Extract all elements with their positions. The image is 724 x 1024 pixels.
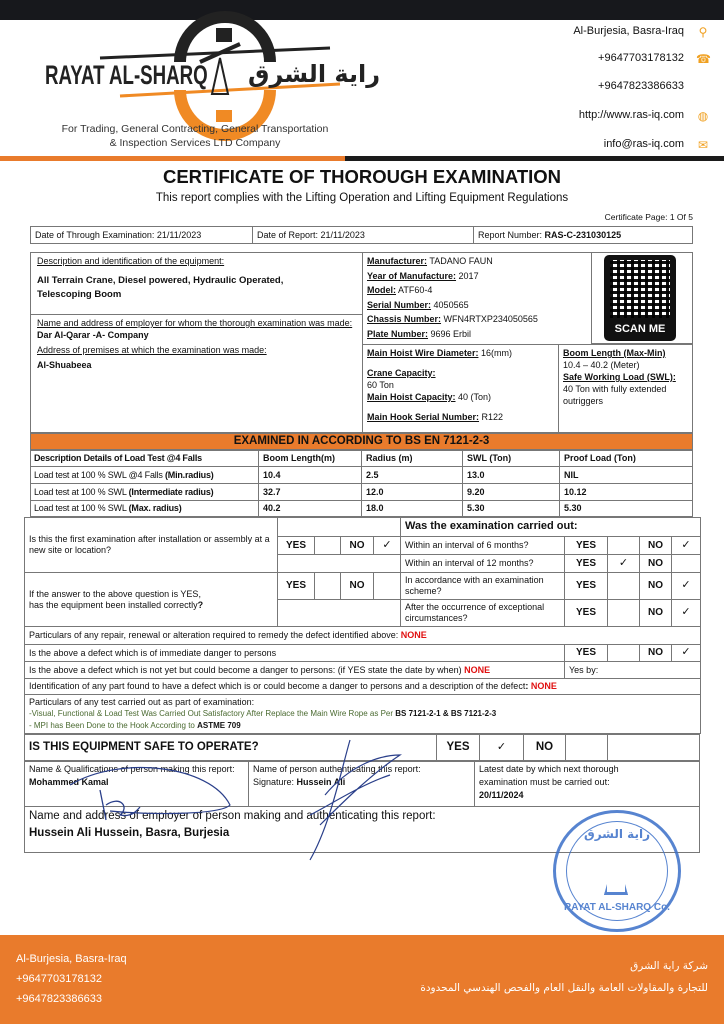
carried-out-heading: Was the examination carried out: [401,518,701,537]
logo-text-ar: راية الشرق [248,60,381,88]
question-installed-correctly: If the answer to the above question is YES, has the equipment been installed correctly? [25,573,278,627]
test-particulars: Particulars of any test carried out as part of examination: -Visual, Functional & Load Test Was Carried Out Satisfactory After Replace the Main Wire Rope as Per BS 7121-2-1 & BS 7121-2-3 - MPI has Been Done to the Hook According to ASTME 709 [25,695,701,734]
employer-info [31,315,363,433]
no-checkbox[interactable]: ✓ [672,645,701,662]
table-row: Load test at 100 % SWL (Intermediate radius) 32.7 12.0 9.20 10.12 [31,484,693,501]
company-logo [40,22,381,152]
globe-icon: ◍ [697,109,709,123]
desc-value: All Terrain Crane, Diesel powered, Hydraulic Operated, Telescoping Boom [37,275,284,300]
interval-6-months: Within an interval of 6 months? [401,537,565,555]
yes-label: YES [278,537,315,555]
no-checkbox[interactable]: ✓ [672,600,701,627]
table-row: Load test at 100 % SWL (Max. radius) 40.2 18.0 5.30 5.30 [31,501,693,517]
maker-signature [70,768,230,814]
report-maker: Name & Qualifications of person making this report: Mohammed Kamal [25,762,249,807]
no-label: NO [341,537,374,555]
signature-graphics [40,735,460,865]
certificate-subtitle: This report complies with the Lifting Operation and Lifting Equipment Regulations [155,192,569,204]
yes-checkbox[interactable] [608,600,640,627]
question-first-exam: Is this the first examination after installation or assembly at a new site or location? [25,518,278,573]
no-checkbox[interactable]: ✓ [672,573,701,600]
contact-phone: +9647703178132 [598,52,684,64]
stamp-text-en: RAYAT AL-SHARQ Co. [564,902,670,913]
hoist-specs: Main Hoist Wire Diameter: 16(mm) Crane Capacity: 60 Ton Main Hoist Capacity: 40 (Ton) Main Hook Serial Number: R122 [363,344,559,433]
contact-phone-2: +9647823386633 [598,80,684,92]
premises-value: Al-Shuabeea [37,360,92,370]
desc-label: Description and identification of the equipment: [37,256,225,266]
yes-checkbox[interactable] [608,645,640,662]
logo-gear-graphic [40,22,381,122]
exam-date: Date of Through Examination: 21/11/2023 [31,227,253,244]
report-authenticator: Name of person authenticating this report: Signature: Hussein Ali [249,762,475,807]
qr-cell [591,253,693,344]
report-number: Report Number: RAS-C-231030125 [474,227,693,244]
logo-tagline: & Inspection Services LTD Company [109,137,281,149]
safe-question: IS THIS EQUIPMENT SAFE TO OPERATE? [25,735,437,761]
footer-address: Al-Burjesia, Basra-Iraq [16,953,127,965]
equipment-description [31,253,363,315]
yes-checkbox[interactable] [608,537,640,555]
certificate-page: Certificate Page: 1 Of 5 [604,212,693,222]
repair-particulars: Particulars of any repair, renewal or alteration required to remedy the defect identified above: NONE [25,627,701,645]
equipment-specs: Manufacturer: TADANO FAUN Year of Manufacture: 2017 Model: ATF60-4 Serial Number: 4050565 Chassis Number: WFN4RTXP234050565 Plate Number: 9696 Erbil [367,256,538,339]
logo-tagline: For Trading, General Contracting, General Transportation [61,123,329,135]
qr-code[interactable] [604,255,676,341]
no-checkbox[interactable] [374,573,401,600]
contact-email[interactable]: info@ras-iq.com [603,138,684,150]
immediate-danger: Is the above a defect which is of immediate danger to persons [25,645,565,662]
contact-address: Al-Burjesia, Basra-Iraq [573,25,684,37]
qr-icon [610,260,670,318]
load-test-table [30,450,693,517]
no-checkbox[interactable]: ✓ [374,537,401,555]
future-danger: Is the above a defect which is not yet but could become a danger to persons: (if YES state the date by when) NONE [25,662,565,679]
table-row: Load test at 100 % SWL @4 Falls (Min.radius) 10.4 2.5 13.0 NIL [31,467,693,484]
no-checkbox[interactable] [672,555,701,573]
certificate-title: CERTIFICATE OF THOROUGH EXAMINATION [162,166,562,187]
yes-checkbox[interactable]: ✓ [480,735,524,761]
no-checkbox[interactable] [566,735,608,761]
employer-value: Dar Al-Qarar -A- Company [37,330,149,340]
employer-of-reporter: Name and address of employer of person making and authenticating this report: Hussein Ali Hussein, Basra, Burjesia راية الشرق RAYAT AL-SHARQ Co. [25,807,700,853]
phone-icon: ☎ [696,52,711,66]
header-divider-orange [0,156,345,161]
contact-website[interactable]: http://www.ras-iq.com [578,109,684,121]
logo-text-en: RAYAT AL-SHARQ [45,59,208,90]
authenticator-signature [310,740,400,860]
footer-phone: +9647703178132 [16,973,102,985]
email-icon: ✉ [697,138,709,152]
report-date: Date of Report: 21/11/2023 [253,227,474,244]
location-pin-icon: ⚲ [698,25,708,39]
next-examination-date: Latest date by which next thorough examination must be carried out: 20/11/2024 [475,762,700,807]
footer-phone-2: +9647823386633 [16,993,102,1005]
footer-company-ar: شركة راية الشرق [630,960,708,972]
yes-by: Yes by: [565,662,701,679]
dates-table [30,226,693,244]
interval-12-months: Within an interval of 12 months? [401,555,565,573]
company-stamp [553,810,681,932]
no-checkbox[interactable]: ✓ [672,537,701,555]
exceptional-circumstances: After the occurrence of exceptional circumstances? [401,600,565,627]
no-label: NO [524,735,566,761]
boom-specs: Boom Length (Max-Min) 10.4 – 40.2 (Meter) Safe Working Load (SWL): 40 Ton with fully extended outriggers [558,344,693,433]
header-divider-black [345,156,724,161]
yes-checkbox[interactable] [608,573,640,600]
examination-questions-table: Is this the first examination after installation or assembly at a new site or location? Was the examination carried out: YES NO ✓ Within an interval of 6 months? YES NO ✓ Within an interval of 12 months? YES ✓ NO If the answer to the above question is YES, has the equipment been installed correctly? YES NO In accordance with an examination scheme? YES NO ✓ After the occurrence of exceptional circumstances? YES NO ✓ Particulars of any repair, renewal or alteration required to remedy the defect identified above: NONE Is the above a defect which is of immediate danger to persons YES NO ✓ Is the above a defect which is not yet but could become a danger to persons: (if YES state the date by when) NONE Yes by: Identification of any part found to have a defect which is or could become a danger to persons and a description of the defect: NONE Particulars of any test carried out as part of examination: -Visual, Functional & Load Test Was Carried Out Satisfactory After Replace the Main Wire Rope as Per BS 7121-2-1 & BS 7121-2-3 - MPI has Been Done to the Hook According to ASTME 709 [24,517,701,734]
load-test-banner: EXAMINED IN ACCORDING TO BS EN 7121-2-3 [30,433,693,450]
scan-me-label: SCAN ME [614,323,666,335]
equipment-block [30,252,693,433]
yes-checkbox[interactable] [315,573,341,600]
top-bar [0,0,724,20]
examination-scheme: In accordance with an examination scheme? [401,573,565,600]
load-test-header: Description Details of Load Test @4 Falls Boom Length(m) Radius (m) SWL (Ton) Proof Load (Ton) [31,451,693,467]
stamp-text-ar: راية الشرق [583,827,650,841]
premises-label: Address of premises at which the examination was made: [37,345,267,355]
footer [0,935,724,1024]
employer-label: Name and address of employer for whom the thorough examination was made: [37,318,353,328]
defect-identification: Identification of any part found to have a defect which is or could become a danger to persons and a description of the defect: NONE [25,679,701,695]
footer-tagline-ar: للتجارة والمقاولات العامة والنقل العام والفحص الهندسي المحدودة [420,982,708,994]
yes-checkbox[interactable]: ✓ [608,555,640,573]
yes-checkbox[interactable] [315,537,341,555]
yes-label: YES [437,735,480,761]
